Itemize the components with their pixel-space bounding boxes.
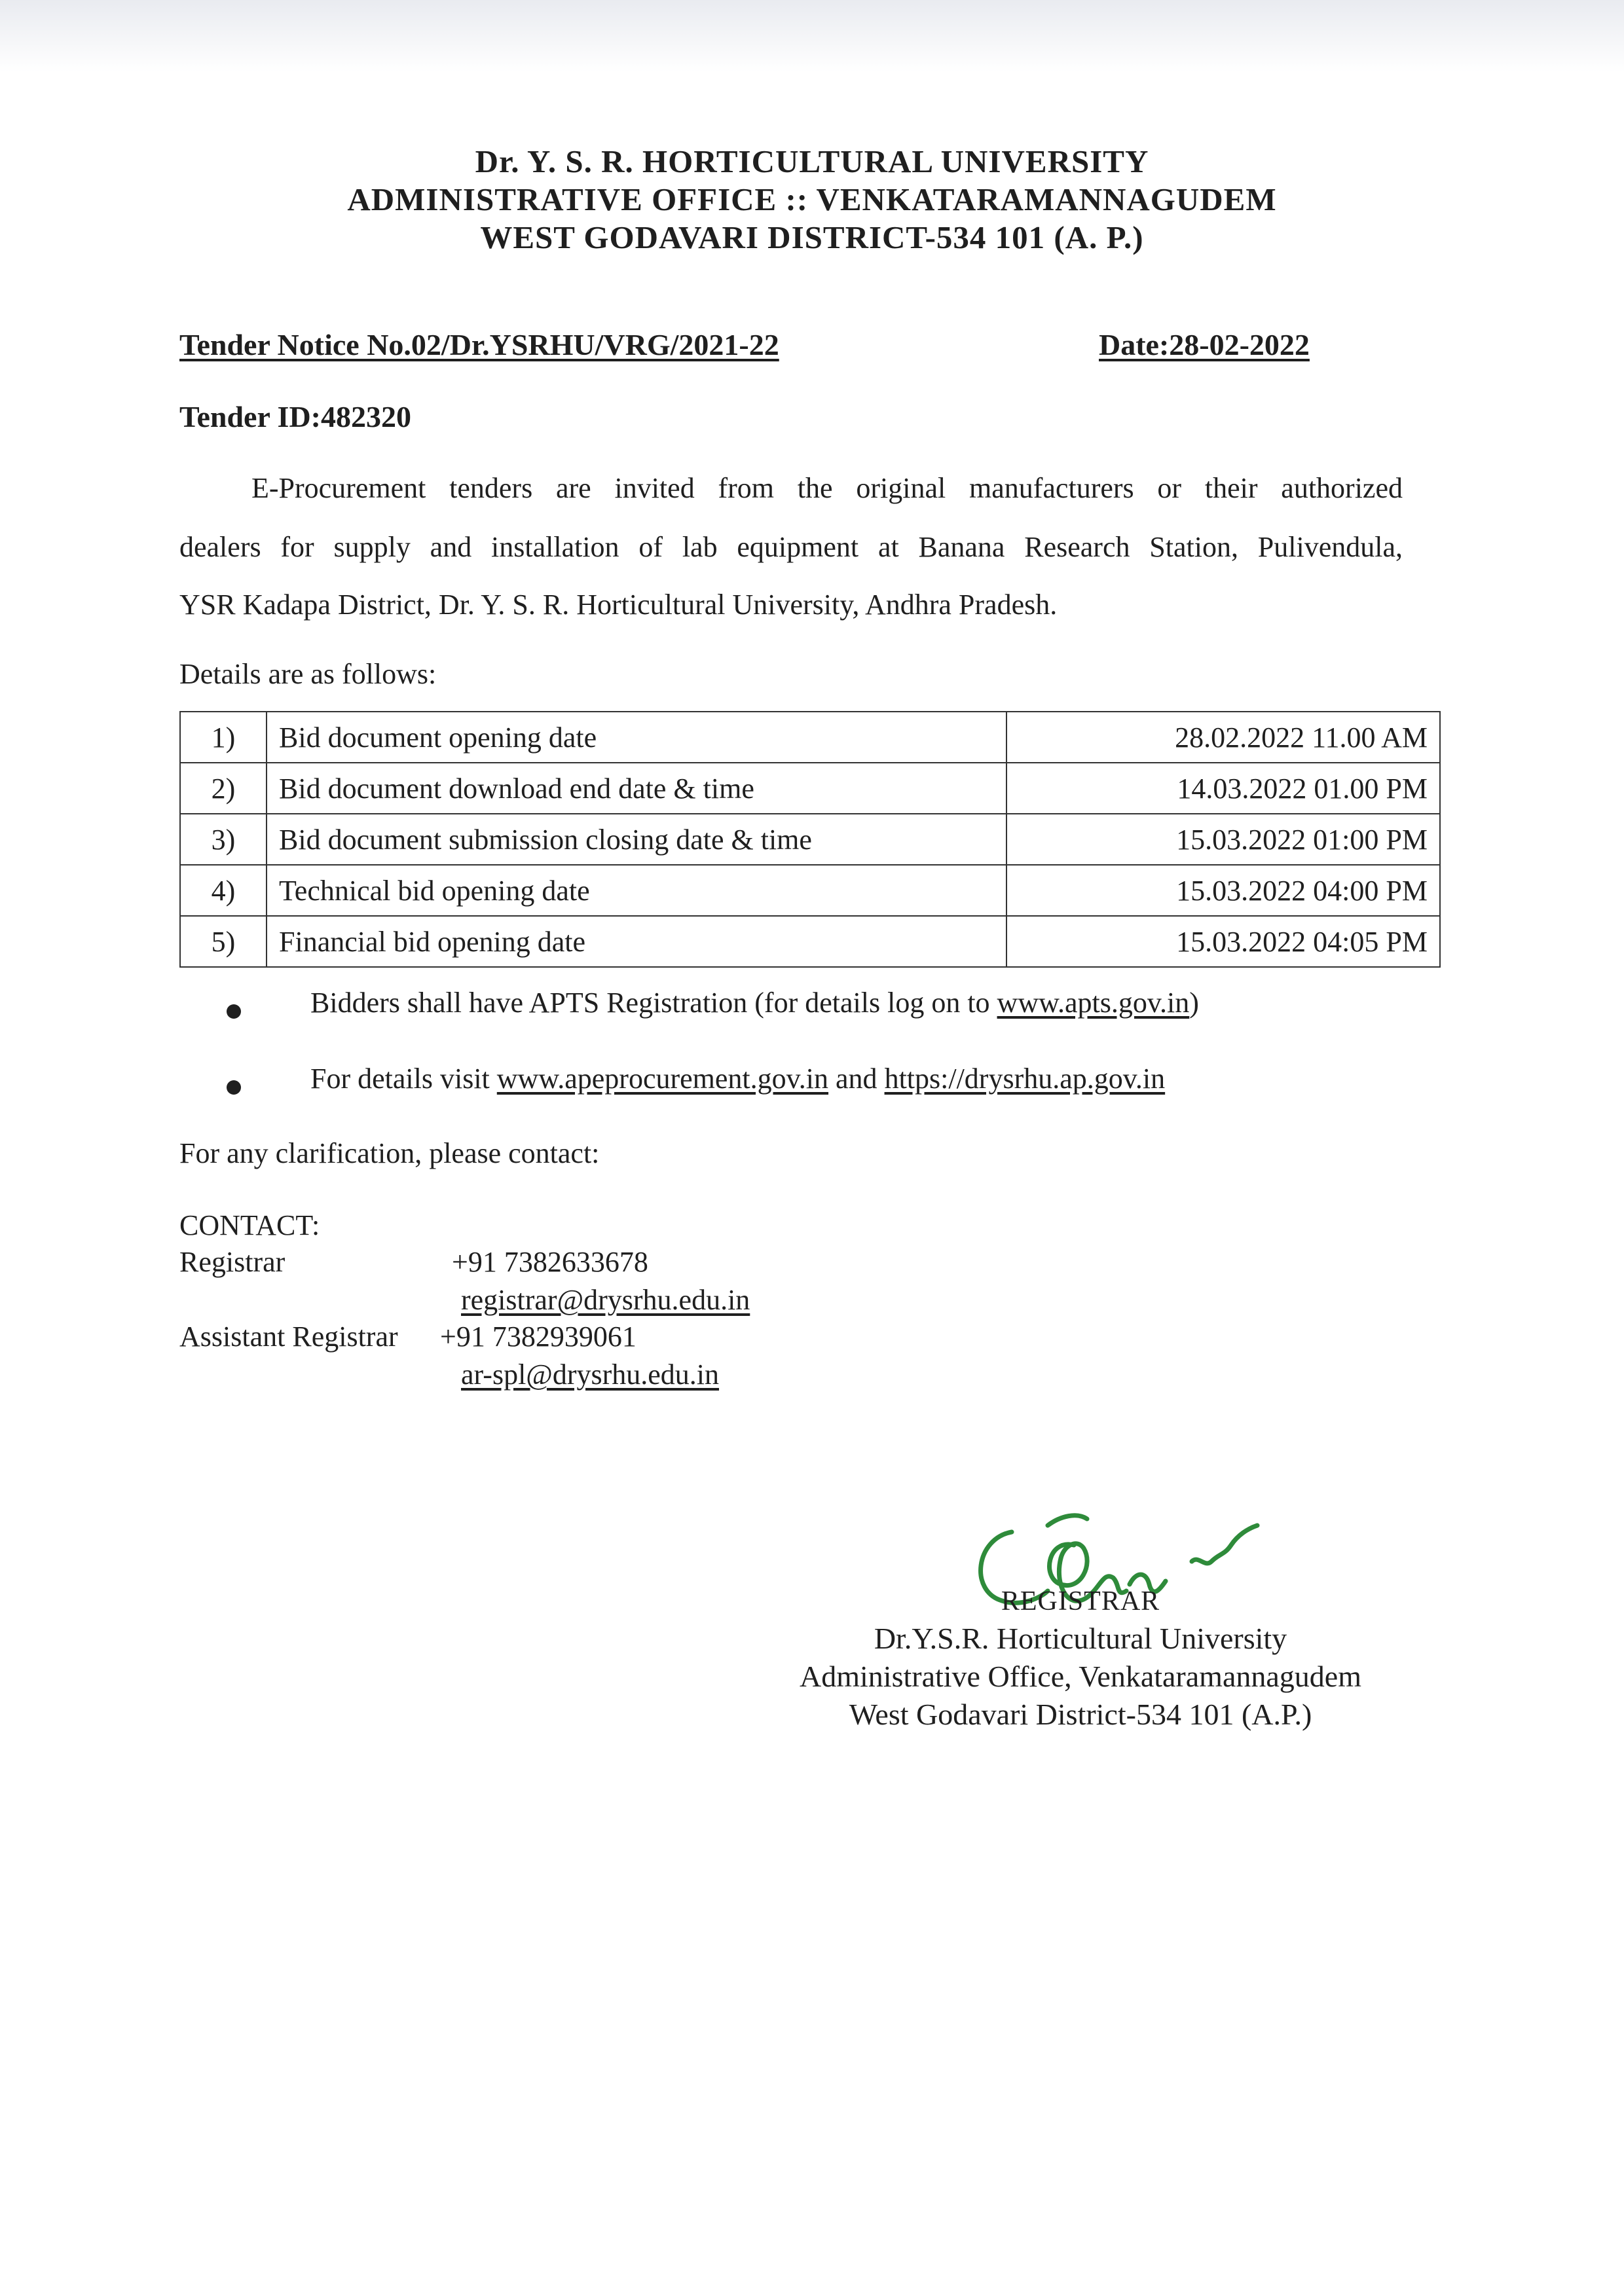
assistant-registrar-email[interactable]: ar-spl@drysrhu.edu.in	[461, 1358, 720, 1391]
row-date-time: 15.03.2022 04:00 PM	[1006, 865, 1440, 916]
row-number: 2)	[180, 763, 267, 814]
signature-line-3: West Godavari District-534 101 (A.P.)	[849, 1698, 1312, 1731]
row-item: Bid document submission closing date & time	[267, 814, 1006, 865]
table-row	[180, 763, 1440, 814]
assistant-registrar-label: Assistant Registrar	[179, 1321, 398, 1353]
row-date-time: 15.03.2022 01:00 PM	[1006, 814, 1440, 865]
tender-id: Tender ID:482320	[179, 400, 411, 433]
apts-link[interactable]: www.apts.gov.in	[997, 987, 1190, 1019]
registrar-phone: +91 7382633678	[452, 1246, 648, 1278]
row-date-time: 28.02.2022 11.00 AM	[1006, 712, 1440, 763]
notice-date: Date:28-02-2022	[1099, 328, 1310, 361]
table-row	[180, 814, 1440, 865]
row-item: Bid document opening date	[267, 712, 1006, 763]
registrar-label: Registrar	[179, 1246, 286, 1278]
row-item: Financial bid opening date	[267, 916, 1006, 967]
signature-line-2: Administrative Office, Venkataramannagudem	[800, 1660, 1361, 1693]
row-date-time: 14.03.2022 01.00 PM	[1006, 763, 1440, 814]
office-name: ADMINISTRATIVE OFFICE :: VENKATARAMANNAGUDEM	[347, 181, 1277, 217]
signature-line-1: Dr.Y.S.R. Horticultural University	[874, 1622, 1287, 1655]
office-address: WEST GODAVARI DISTRICT-534 101 (A. P.)	[480, 219, 1144, 255]
eprocurement-link[interactable]: www.apeprocurement.gov.in	[496, 1063, 829, 1095]
table-row	[180, 712, 1440, 763]
schedule-table	[179, 711, 1441, 968]
scan-shade	[0, 0, 1624, 72]
row-number: 4)	[180, 865, 267, 916]
visit-mid: and	[828, 1063, 885, 1095]
row-item: Bid document download end date & time	[267, 763, 1006, 814]
clarification-text: For any clarification, please contact:	[179, 1137, 600, 1169]
apts-registration-note	[310, 986, 1199, 1019]
details-heading: Details are as follows:	[179, 658, 437, 690]
registrar-email[interactable]: registrar@drysrhu.edu.in	[461, 1284, 750, 1316]
bullet-icon	[227, 1004, 241, 1019]
apts-text-end: )	[1189, 987, 1199, 1019]
row-date-time: 15.03.2022 04:05 PM	[1006, 916, 1440, 967]
row-number: 1)	[180, 712, 267, 763]
visit-text: For details visit	[310, 1063, 497, 1095]
table-row	[180, 865, 1440, 916]
assistant-registrar-phone: +91 7382939061	[440, 1321, 637, 1353]
signature-title: REGISTRAR	[1001, 1586, 1160, 1616]
row-number: 3)	[180, 814, 267, 865]
row-number: 5)	[180, 916, 267, 967]
bullet-icon	[227, 1080, 241, 1095]
university-site-link[interactable]: https://drysrhu.ap.gov.in	[884, 1063, 1166, 1095]
row-item: Technical bid opening date	[267, 865, 1006, 916]
details-visit-note	[310, 1062, 1165, 1095]
contact-heading: CONTACT:	[179, 1209, 320, 1241]
apts-text: Bidders shall have APTS Registration (for details log on to	[310, 987, 997, 1019]
university-name: Dr. Y. S. R. HORTICULTURAL UNIVERSITY	[475, 143, 1149, 179]
intro-line-3: YSR Kadapa District, Dr. Y. S. R. Horticultural University, Andhra Pradesh.	[179, 589, 1058, 621]
intro-line-1: E-Procurement tenders are invited from the original manufacturers or their authorized	[251, 472, 1403, 504]
table-row	[180, 916, 1440, 967]
tender-notice-number: Tender Notice No.02/Dr.YSRHU/VRG/2021-22	[179, 328, 779, 361]
intro-line-2: dealers for supply and installation of lab equipment at Banana Research Station, Pulivendula,	[179, 531, 1403, 563]
